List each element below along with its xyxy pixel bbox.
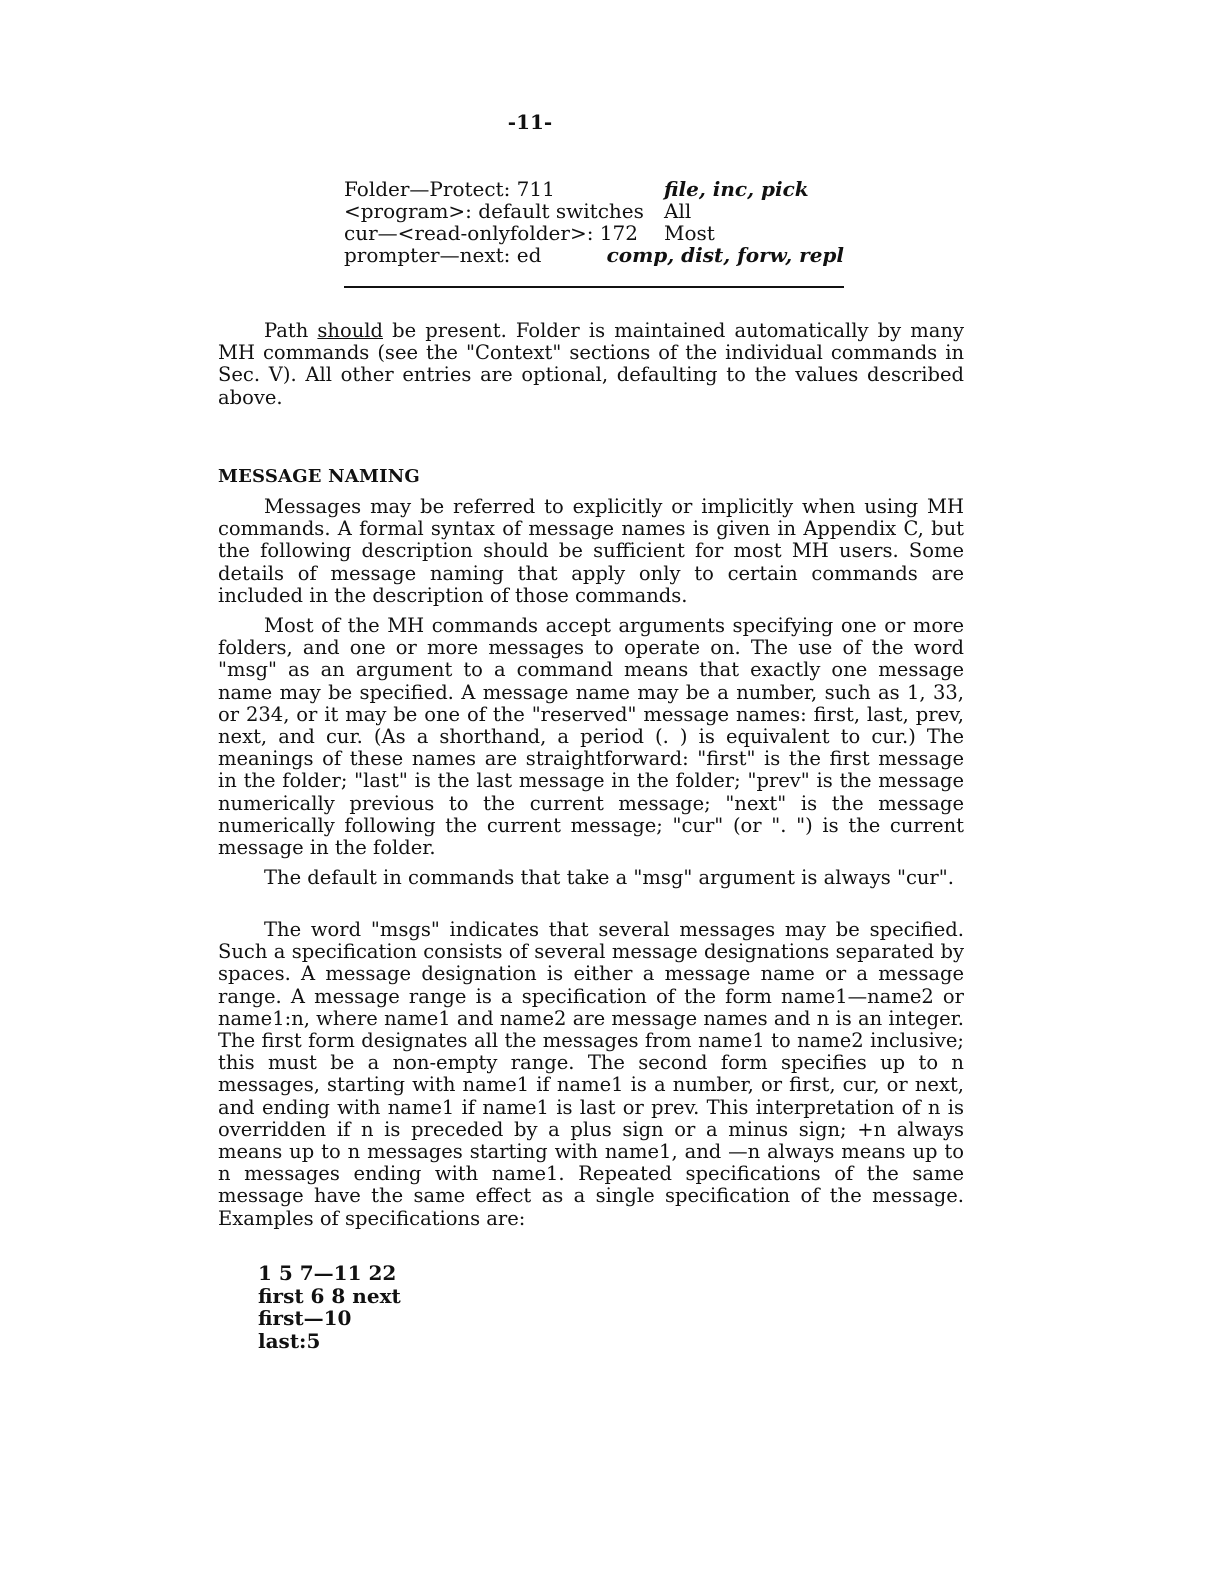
paragraph-text: The word "msgs" indicates that several messages may be specified. Such a specification consists of several message designations separated by spaces. A message designation is either a message name or a message range. A message range is a specification of the form name1—name2 or name1:n, where name1 and name2 are message names and n is an integer. The first form designates all the messages from name1 to name2 inclusive; this must be a non-empty range. The second form specifies up to n messages, starting with name1 if name1 is a number, or first, cur, or next, and ending with name1 if name1 is last or prev. This interpretation of n is overridden if n is preceded by a plus sign or a minus sign; +n always means up to n messages starting with name1, and —n always means up to n messages ending with name1. Repeated specifications of the same message have the same effect as a single specification of the message. Examples of specifications are: [218,918,964,1230]
path-rest: be present. Folder is maintained automatically by many MH commands (see the "Context" sections of the individual commands in Sec. V). All other entries are optional, defaulting to the values described above. [218,319,964,409]
profile-value: All [664,199,692,223]
profile-row [344,178,844,200]
paragraph-text: The default in commands that take a "msg" argument is always "cur". [264,866,954,889]
profile-key: Folder—Protect: 711 [344,177,555,201]
paragraph [218,615,964,859]
paragraph-text: Most of the MH commands accept arguments specifying one or more folders, and one or more messages to operate on. The use of the word "msg" as an argument to a command means that exactly one message name may be specified. A message name may be a number, such as 1, 33, or 234, or it may be one of the "reserved" message names: first, last, prev, next, and cur. (As a shorthand, a period (. ) is equivalent to cur.) The meanings of these names are straightforward: "first" is the first message in the folder; "last" is the last message in the folder; "prev" is the message numerically previous to the current message; "next" is the message numerically following the current message; "cur" (or ". ") is the current message in the folder. [218,614,964,860]
section-heading: MESSAGE NAMING [218,466,420,487]
profile-value: file, inc, pick [664,177,809,201]
page-number: -11- [507,110,553,134]
profile-value: comp, dist, forw, repl [606,243,844,267]
profile-value: Most [664,221,715,245]
table-rule [344,286,844,288]
path-emphasis: should [317,319,383,342]
example-item: 1 5 7—11 22 [258,1261,397,1285]
examples-list [258,1262,401,1352]
paragraph [218,867,964,889]
profile-row [344,200,844,222]
profile-table [344,178,844,266]
example-item: first 6 8 next [258,1283,401,1308]
paragraph [218,919,964,1230]
profile-key: cur—<read-onlyfolder>: 172 [344,221,638,245]
example-item: first—10 [258,1306,352,1330]
paragraph-text: Messages may be referred to explicitly or implicitly when using MH commands. A formal syntax of message names is given in Appendix C, but the following description should be sufficient for most MH users. Some details of message naming that apply only to certain commands are included in the description of those commands. [218,495,964,607]
profile-row [344,222,844,244]
profile-key: <program>: default switches [344,199,644,223]
paragraph [218,496,964,607]
example-item: last:5 [258,1328,321,1353]
profile-key: prompter—next: ed [344,243,542,267]
path-lead: Path [264,319,318,342]
profile-row [344,244,844,266]
path-paragraph [218,320,964,409]
